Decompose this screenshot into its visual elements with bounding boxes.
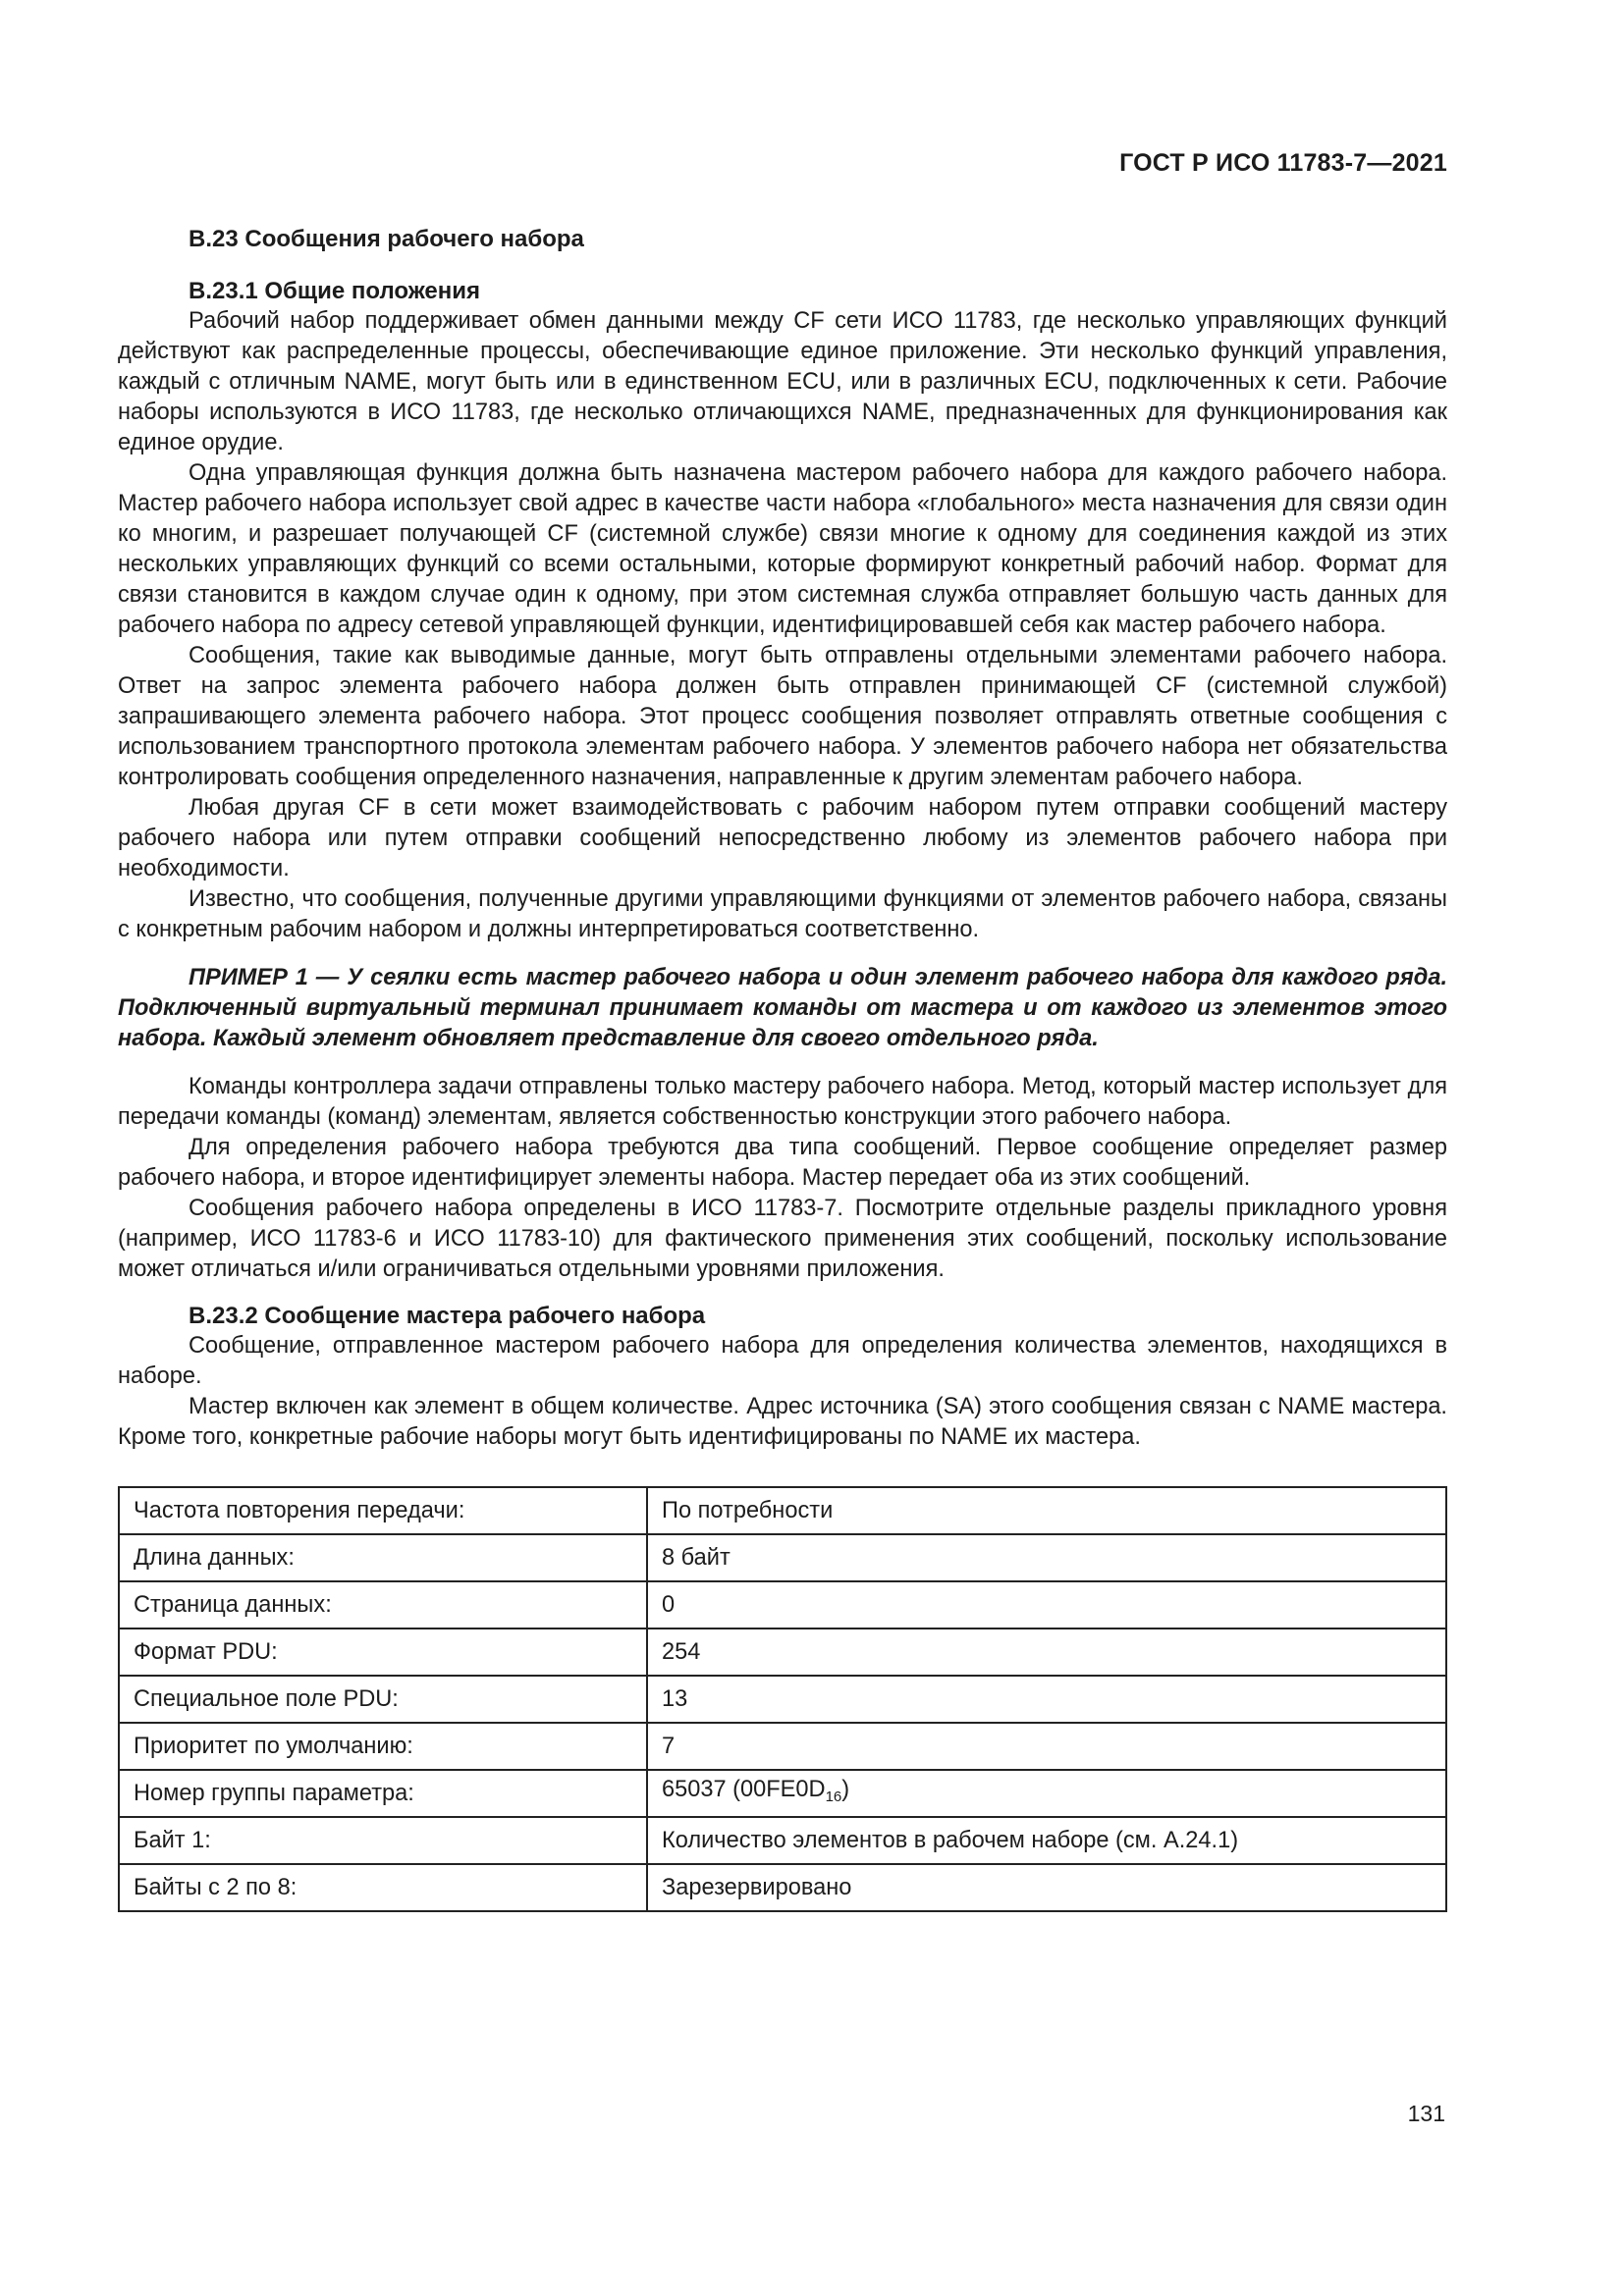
param-label: Приоритет по умолчанию: bbox=[119, 1723, 647, 1770]
paragraph: Мастер включен как элемент в общем количестве. Адрес источника (SA) этого сообщения связан с NAME мастера. Кроме того, конкретные рабочие наборы могут быть идентифицированы по NAME их мастера. bbox=[118, 1394, 1447, 1450]
pgn-suffix: ) bbox=[841, 1777, 850, 1802]
main-content bbox=[118, 224, 1447, 1912]
paragraph: Сообщения, такие как выводимые данные, могут быть отправлены отдельными элементами рабочего набора. Ответ на запрос элемента рабочего набора должен быть отправлен принимающей CF (системной службой) запрашивающего элемента рабочего набора. Этот процесс сообщения позволяет отправлять ответные сообщения с использованием транспортного протокола элементам рабочего набора. У элементов рабочего набора нет обязательства контролировать сообщения определенного назначения, направленные к другим элементам рабочего набора. bbox=[118, 643, 1447, 790]
example-note: ПРИМЕР 1 — У сеялки есть мастер рабочего набора и один элемент рабочего набора для каждого ряда. Подключенный виртуальный терминал принимает команды от мастера и от каждого из элементов этого набора. Каждый элемент обновляет представление для своего отдельного ряда. bbox=[118, 965, 1447, 1051]
param-label: Номер группы параметра: bbox=[119, 1770, 647, 1817]
subsection-title-master: B.23.2 Сообщение мастера рабочего набора bbox=[189, 1303, 706, 1329]
table-row bbox=[119, 1581, 1446, 1629]
param-value: 8 байт bbox=[647, 1534, 1446, 1581]
table-row bbox=[119, 1817, 1446, 1864]
paragraph: Рабочий набор поддерживает обмен данными между CF сети ИСО 11783, где несколько управляющих функций действуют как распределенные процессы, обеспечивающие единое приложение. Эти несколько функций управления, каждый с отличным NAME, могут быть или в единственном ECU, или в различных ECU, подключенных к сети. Рабочие наборы используются в ИСО 11783, где несколько отличающихся NAME, предназначенных для функционирования как единое орудие. bbox=[118, 308, 1447, 455]
param-value: 0 bbox=[647, 1581, 1446, 1629]
parameter-table bbox=[118, 1486, 1447, 1912]
subsection-title-general: B.23.1 Общие положения bbox=[189, 278, 481, 304]
param-value: 7 bbox=[647, 1723, 1446, 1770]
running-header: ГОСТ Р ИСО 11783-7—2021 bbox=[1119, 149, 1447, 177]
page-number: 131 bbox=[1407, 2101, 1445, 2126]
param-value: 13 bbox=[647, 1676, 1446, 1723]
param-value-pgn bbox=[647, 1770, 1446, 1817]
param-label: Длина данных: bbox=[119, 1534, 647, 1581]
param-label: Частота повторения передачи: bbox=[119, 1487, 647, 1534]
pgn-value: 65037 (00FE0D bbox=[662, 1777, 826, 1802]
paragraph: Известно, что сообщения, полученные другими управляющими функциями от элементов рабочего набора, связаны с конкретным рабочим набором и должны интерпретироваться соответственно. bbox=[118, 886, 1447, 942]
table-row bbox=[119, 1534, 1446, 1581]
paragraph: Сообщения рабочего набора определены в ИСО 11783-7. Посмотрите отдельные разделы прикладного уровня (например, ИСО 11783-6 и ИСО 11783-10) для фактического применения этих сообщений, поскольку использование может отличаться и/или ограничиваться отдельными уровнями приложения. bbox=[118, 1196, 1447, 1282]
table-row bbox=[119, 1629, 1446, 1676]
param-label: Специальное поле PDU: bbox=[119, 1676, 647, 1723]
param-label: Байты с 2 по 8: bbox=[119, 1864, 647, 1911]
paragraph: Любая другая CF в сети может взаимодействовать с рабочим набором путем отправки сообщений мастеру рабочего набора или путем отправки сообщений непосредственно любому из элементов рабочего набора при необходимости. bbox=[118, 795, 1447, 881]
param-value: По потребности bbox=[647, 1487, 1446, 1534]
param-value: 254 bbox=[647, 1629, 1446, 1676]
table-row bbox=[119, 1770, 1446, 1817]
paragraph: Команды контроллера задачи отправлены только мастеру рабочего набора. Метод, который мастер использует для передачи команды (команд) элементам, является собственностью конструкции этого рабочего набора. bbox=[118, 1074, 1447, 1130]
table-row bbox=[119, 1487, 1446, 1534]
table-row bbox=[119, 1723, 1446, 1770]
table-row bbox=[119, 1676, 1446, 1723]
param-label: Страница данных: bbox=[119, 1581, 647, 1629]
section-title: B.23 Сообщения рабочего набора bbox=[189, 226, 584, 252]
pgn-base-subscript: 16 bbox=[825, 1789, 842, 1805]
paragraph: Одна управляющая функция должна быть назначена мастером рабочего набора для каждого рабочего набора. Мастер рабочего набора использует свой адрес в качестве части набора «глобального» места назначения для связи один ко многим, и разрешает получающей CF (системной службе) связи многие к одному для соединения каждой из этих нескольких управляющих функций со всеми остальными, которые формируют конкретный рабочий набор. Формат для связи становится в каждом случае один к одному, при этом системная служба отправляет большую часть данных для рабочего набора по адресу сетевой управляющей функции, идентифицировавшей себя как мастер рабочего набора. bbox=[118, 460, 1447, 638]
paragraph: Сообщение, отправленное мастером рабочего набора для определения количества элементов, находящихся в наборе. bbox=[118, 1333, 1447, 1389]
param-label: Байт 1: bbox=[119, 1817, 647, 1864]
param-value: Количество элементов в рабочем наборе (см. А.24.1) bbox=[647, 1817, 1446, 1864]
param-value: Зарезервировано bbox=[647, 1864, 1446, 1911]
paragraph: Для определения рабочего набора требуются два типа сообщений. Первое сообщение определяет размер рабочего набора, и второе идентифицирует элементы набора. Мастер передает оба из этих сообщений. bbox=[118, 1135, 1447, 1191]
param-label: Формат PDU: bbox=[119, 1629, 647, 1676]
table-row bbox=[119, 1864, 1446, 1911]
